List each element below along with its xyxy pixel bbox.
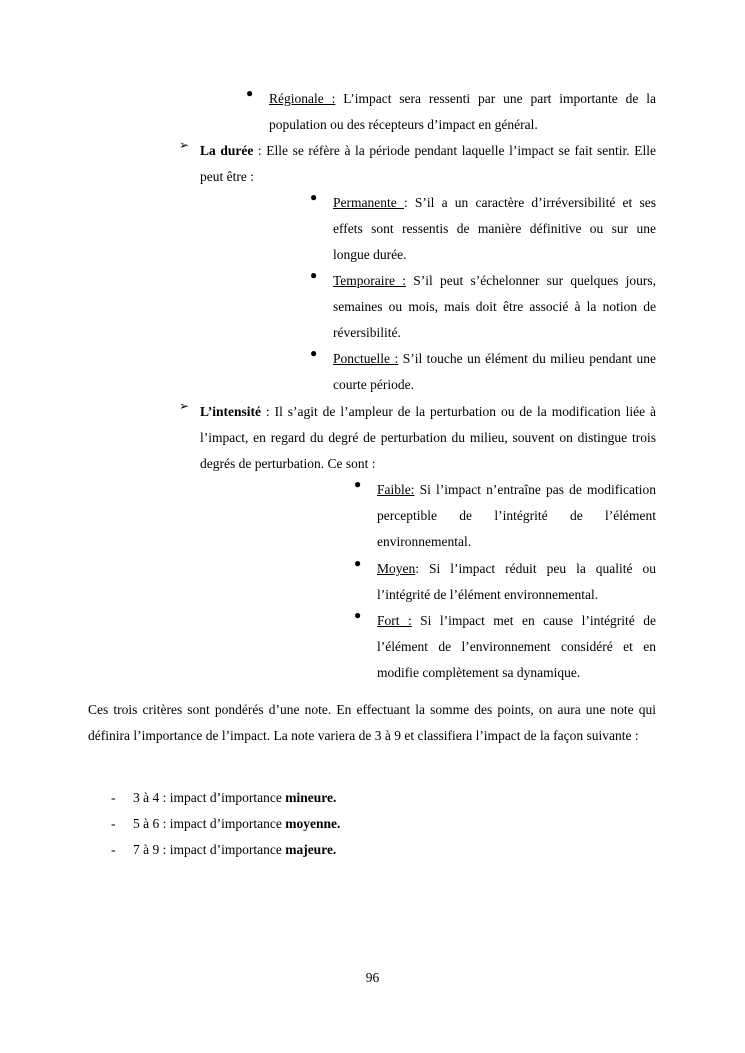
bullet-icon: ● xyxy=(354,477,362,491)
item-regionale xyxy=(269,86,656,138)
scale-level: majeure. xyxy=(285,842,337,857)
scale-item-3 xyxy=(133,837,633,863)
page-number: 96 xyxy=(365,970,380,985)
dash-bullet: - xyxy=(111,790,116,805)
term-moyen: Moyen xyxy=(377,561,416,576)
bullet-icon: ● xyxy=(310,190,318,204)
scale-range: 3 à 4 : impact d’importance xyxy=(133,790,286,805)
scale-level: moyenne. xyxy=(285,816,341,831)
item-permanente xyxy=(333,190,656,268)
body-paragraph: Ces trois critères sont pondérés d’une note. En effectuant la somme des points, on aura une note qui définira l’importance de l’impact. La note variera de 3 à 9 et classifiera l’impact de la façon suivante : xyxy=(88,702,656,743)
dash-bullet: - xyxy=(111,816,116,831)
item-temporaire xyxy=(333,268,656,346)
term-fort: Fort : xyxy=(377,613,412,628)
term-faible: Faible: xyxy=(377,482,415,497)
item-duree xyxy=(200,138,656,190)
text-permanente: : S’il a un caractère d’irréversibilité et ses effets sont ressentis de manière définitive ou sur une longue durée. xyxy=(333,195,656,262)
scale-item-2 xyxy=(133,811,633,837)
bullet-icon: ● xyxy=(246,86,254,100)
term-intensite: L’intensité xyxy=(200,404,262,419)
item-intensite xyxy=(200,399,656,477)
term-regionale: Régionale : xyxy=(269,91,336,106)
text-moyen: : Si l’impact réduit peu la qualité ou l’intégrité de l’élément environnemental. xyxy=(377,561,656,602)
term-permanente: Permanente xyxy=(333,195,404,210)
text-ponctuelle: S’il touche un élément du milieu pendant une courte période. xyxy=(333,351,656,392)
term-temporaire: Temporaire : xyxy=(333,273,407,288)
item-moyen xyxy=(377,556,656,608)
scale-item-1 xyxy=(133,785,633,811)
bullet-icon: ● xyxy=(310,346,318,360)
bullet-icon: ● xyxy=(354,608,362,622)
bullet-icon: ● xyxy=(354,556,362,570)
bullet-icon: ● xyxy=(310,268,318,282)
term-duree: La durée xyxy=(200,143,254,158)
arrow-bullet-icon: ➢ xyxy=(179,138,190,152)
text-temporaire: S’il peut s’échelonner sur quelques jours, semaines ou mois, mais doit être associé à la notion de réversibilité. xyxy=(333,273,656,340)
item-faible xyxy=(377,477,656,555)
text-fort: Si l’impact met en cause l’intégrité de l’élément de l’environnement considéré et en modifie complètement sa dynamique. xyxy=(377,613,656,680)
term-ponctuelle: Ponctuelle : xyxy=(333,351,399,366)
item-fort xyxy=(377,608,656,686)
scale-level: mineure. xyxy=(285,790,337,805)
arrow-bullet-icon: ➢ xyxy=(179,399,190,413)
text-faible: Si l’impact n’entraîne pas de modification perceptible de l’intégrité de l’élément environnemental. xyxy=(377,482,656,549)
scale-range: 5 à 6 : impact d’importance xyxy=(133,816,286,831)
text-intensite: : Il s’agit de l’ampleur de la perturbation ou de la modification liée à l’impact, en regard du degré de perturbation du milieu, souvent on distingue trois degrés de perturbation. Ce sont : xyxy=(200,404,656,471)
item-ponctuelle xyxy=(333,346,656,398)
scale-range: 7 à 9 : impact d’importance xyxy=(133,842,286,857)
text-duree: : Elle se réfère à la période pendant laquelle l’impact se fait sentir. Elle peut être : xyxy=(200,143,656,184)
dash-bullet: - xyxy=(111,842,116,857)
text-regionale: L’impact sera ressenti par une part importante de la population ou des récepteurs d’impact en général. xyxy=(269,91,656,132)
